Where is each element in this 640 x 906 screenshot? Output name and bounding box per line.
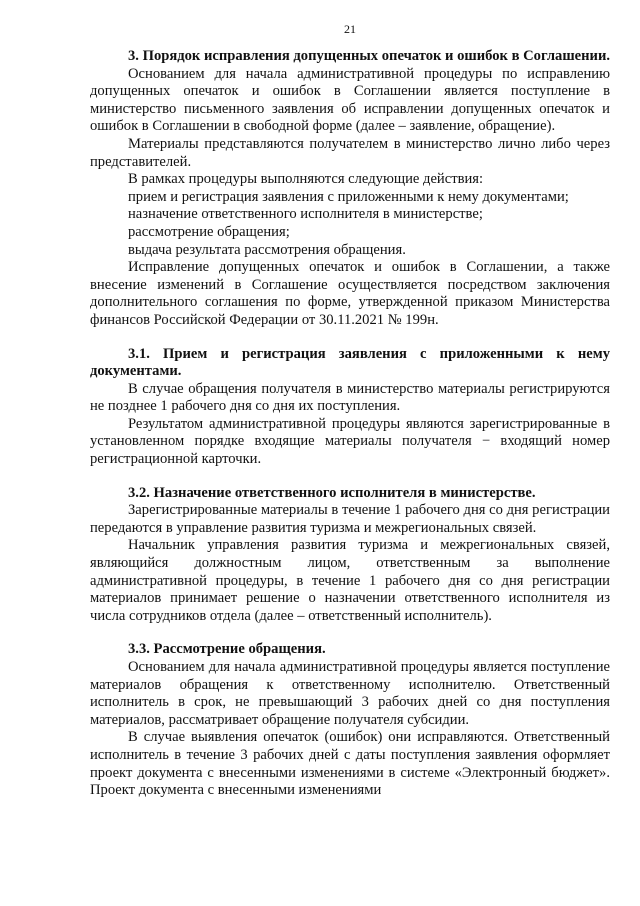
section-3-3-heading: 3.3. Рассмотрение обращения. [128,641,326,658]
section-3-3 [90,641,610,799]
paragraph: В случае выявления опечаток (ошибок) они исправляются. Ответственный исполнитель в течение 3 рабочих дней с даты поступления заявления оформляет проект документа с внесенными изменениями в системе «Электронный бюджет». Проект документа с внесенными изменениями [90,729,610,799]
list-item: выдача результата рассмотрения обращения. [128,241,406,258]
paragraph: Исправление допущенных опечаток и ошибок в Соглашении, а также внесение изменений в Соглашение осуществляется посредством заключения дополнительного соглашения по форме, утвержденной приказом Министерства финансов Российской Федерации от 30.11.2021 № 199н. [90,259,610,328]
section-3-heading: 3. Порядок исправления допущенных опечаток и ошибок в Соглашении. [128,48,610,64]
section-3-1-heading: 3.1. Прием и регистрация заявления с приложенными к нему документами. [90,345,610,380]
list-item: рассмотрение обращения; [128,223,290,240]
list-item: назначение ответственного исполнителя в министерстве; [128,206,483,223]
section-3 [90,48,610,330]
paragraph: В случае обращения получателя в министерство материалы регистрируются не позднее 1 рабочего дня со дня их поступления. [90,380,610,415]
paragraph: Основанием для начала административной процедуры по исправлению допущенных опечаток и ошибок в Соглашении является поступление в министерство письменного заявления об исправлении допущенных опечаток и ошибок в Соглашении в свободной форме (далее – заявление, обращение). [90,65,610,135]
paragraph: Зарегистрированные материалы в течение 1 рабочего дня со дня регистрации передаются в управление развития туризма и межрегиональных связей. [90,502,610,536]
paragraph: Материалы представляются получателем в министерство лично либо через представителей. [90,135,610,170]
paragraph: Начальник управления развития туризма и межрегиональных связей, являющийся должностным лицом, ответственным за выполнение административной процедуры, в течение 1 рабочего дня со дня регистрации материалов принимает решение о назначении ответственного исполнителя из числа сотрудников отдела (далее – ответственный исполнитель). [90,537,610,624]
paragraph: Результатом административной процедуры являются зарегистрированные в установленном порядке входящие материалы получателя − входящий номер регистрационной карточки. [90,415,610,468]
paragraph: В рамках процедуры выполняются следующие действия: [128,171,484,188]
document-page [90,22,610,800]
section-3-2-heading: 3.2. Назначение ответственного исполнителя в министерстве. [128,484,536,501]
section-3-1 [90,346,610,469]
section-3-2 [90,485,610,626]
page-number: 21 [344,22,356,36]
list-item: прием и регистрация заявления с приложенными к нему документами; [128,188,569,205]
paragraph: Основанием для начала административной процедуры является поступление материалов обращения к ответственному исполнителю. Ответственный исполнитель в срок, не превышающий 3 рабочих дней со дня поступления материалов, рассматривает обращение получателя субсидии. [90,659,610,728]
